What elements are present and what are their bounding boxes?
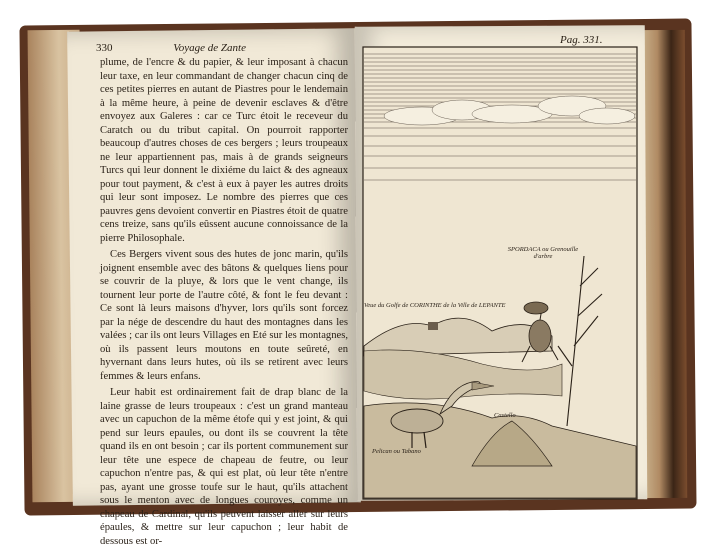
nest-icon bbox=[524, 302, 548, 314]
left-page-text bbox=[100, 56, 348, 551]
caption-castle: Castello bbox=[494, 412, 516, 419]
left-page-header bbox=[96, 42, 346, 54]
caption-frog: SPORDACA ou Grenouille d'arbre bbox=[507, 246, 579, 260]
paragraph-3: Leur habit est ordinairement fait de drap blanc de la laine grasse de leurs troupeaux : c'est un grand manteau avec un capuchon de la même étofe qui y est joint, & qui pend sur leurs epaules, ou dont ils se couvrent la tête quand ils en ont besoin ; car ils portent communement sur leur tête une espece de chapeau de feutre, ou leur capuchon n'entre pas, & qui est plat, où leur tête n'entre pas, ayant une grosse toufe sur le haut, qu'ils attachent sous le menton avec de longues couroyes, comme un chapeau de Cardinal, qu'ils peuvent laisser aller sur leurs épaules, & mettre sur leur capuchon ; leur habit de dessous est or- bbox=[100, 387, 348, 547]
paragraph-2: Ces Bergers vivent sous des hutes de jonc marin, qu'ils joignent ensemble avec des bâtons & quelques liens pour se couvrir de la pluye, & lors que le vent change, ils tournent leur porte de l'autre côté, & font le feu devant : Ce sont là leurs maisons d'hyver, lors qu'ils sont forcez par la nége de descendre du haut des montagnes dans les valées ; car ils ont leurs Villages en Eté sur les montagnes, où ils passent leurs moutons en toute seûreté, en hyvernant dans leurs hutes, où ils se retirent avec leurs femmes & leurs enfans. bbox=[100, 249, 348, 382]
paragraph-1: plume, de l'encre & du papier, & leur imposant à chacun leur taxe, en leur commandant de changer chacun cinq de ces petites pierres en autant de Piastres pour le lendemain à la même heure, à peine de devenir esclaves & d'être envoyez aux Galeres : car ce Turc étoit le receveur du Caratch ou du tribut capital. On pourroit rapporter beaucoup d'autres choses de ces bergers ; leurs troupeaux ne leur appartiennent pas, mais à de grands seigneurs Turcs qui leur donnent le dixiéme du laict & des agneaux pour tout payment, & c'est à eux à payer les autres droits qui leur sont imposez. Le nombre des pierres que ces pauvres gens devoient convertir en Piastres étoit de quatre cens treize, sans qu'ils eûssent aucune connoissance de la pierre Philosophale. bbox=[100, 57, 348, 244]
right-page-number: Pag. 331. bbox=[560, 34, 603, 46]
hut bbox=[428, 322, 438, 330]
left-page-number: 330 bbox=[96, 42, 113, 54]
running-head: Voyage de Zante bbox=[173, 42, 246, 54]
caption-pelican: Pelican ou Tabano bbox=[372, 448, 421, 455]
engraving-plate bbox=[362, 46, 638, 500]
caption-gulf: Veue du Golfe de CORINTHE de la Ville de LEPANTE bbox=[364, 302, 506, 309]
